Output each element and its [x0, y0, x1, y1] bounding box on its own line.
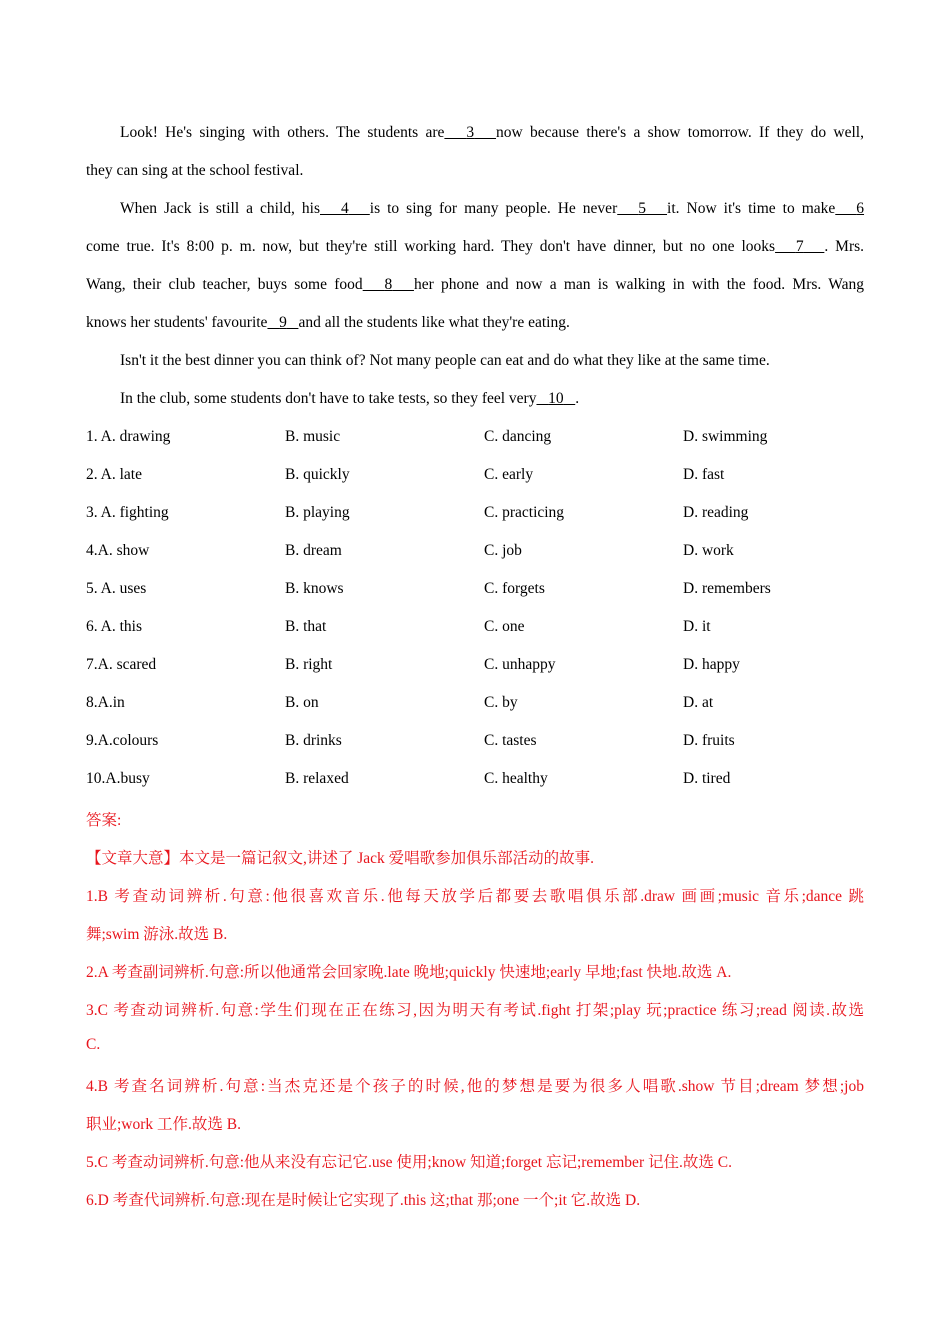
passage-line	[120, 124, 864, 142]
option-row	[86, 770, 864, 790]
option-c: C. one	[484, 618, 525, 635]
option-row	[86, 618, 864, 638]
option-c: C. tastes	[484, 732, 537, 749]
passage-text: now because there's a show tomorrow. If they do well,	[496, 124, 864, 141]
blank-7: 7	[795, 238, 804, 255]
option-a: 8.A.in	[86, 694, 125, 711]
option-c: C. unhappy	[484, 656, 556, 673]
passage-text: they can sing at the school festival.	[86, 162, 304, 179]
option-b: B. dream	[285, 542, 342, 559]
option-d: D. remembers	[683, 580, 771, 597]
option-c: C. by	[484, 694, 518, 711]
option-row	[86, 542, 864, 562]
blank-3: 3	[466, 124, 475, 141]
option-row	[86, 656, 864, 676]
passage-line	[86, 276, 864, 294]
option-b: B. on	[285, 694, 319, 711]
passage-text: Look! He's singing with others. The students are	[120, 124, 445, 141]
answer-explanation: C.	[86, 1036, 101, 1053]
answer-explanation: 4.B 考查名词辨析.句意:当杰克还是个孩子的时候,他的梦想是要为很多人唱歌.show 节目;dream 梦想;job	[86, 1078, 864, 1095]
answer-explanation: 6.D 考查代词辨析.句意:现在是时候让它实现了.this 这;that 那;one 一个;it 它.故选 D.	[86, 1192, 641, 1209]
option-a: 4.A. show	[86, 542, 150, 559]
answer-heading: 答案:	[86, 812, 122, 829]
option-c: C. job	[484, 542, 522, 559]
option-d: D. it	[683, 618, 711, 635]
passage-line	[120, 200, 864, 218]
option-c: C. dancing	[484, 428, 552, 445]
option-c: C. healthy	[484, 770, 548, 787]
blank-8: 8	[384, 276, 393, 293]
passage-line	[86, 314, 570, 332]
passage-line	[120, 390, 579, 408]
option-a: 6. A. this	[86, 618, 142, 635]
option-d: D. fast	[683, 466, 725, 483]
passage-text: and all the students like what they're eating.	[298, 314, 570, 331]
option-b: B. relaxed	[285, 770, 349, 787]
passage-line	[120, 352, 770, 370]
option-b: B. quickly	[285, 466, 350, 483]
option-row	[86, 466, 864, 486]
option-b: B. playing	[285, 504, 350, 521]
answer-explanation: 1.B 考查动词辨析.句意:他很喜欢音乐.他每天放学后都要去歌唱俱乐部.draw 画画;music 音乐;dance 跳	[86, 888, 864, 905]
passage-text: Isn't it the best dinner you can think of? Not many people can eat and do what they like at the same time.	[120, 352, 770, 369]
option-d: D. tired	[683, 770, 731, 787]
blank-5: 5	[638, 200, 646, 217]
option-a: 7.A. scared	[86, 656, 157, 673]
answer-summary: 【文章大意】本文是一篇记叙文,讲述了 Jack 爱唱歌参加俱乐部活动的故事.	[86, 850, 595, 867]
option-b: B. music	[285, 428, 341, 445]
option-a: 5. A. uses	[86, 580, 147, 597]
option-b: B. drinks	[285, 732, 342, 749]
answer-explanation: 职业;work 工作.故选 B.	[86, 1116, 242, 1133]
answer-explanation: 舞;swim 游泳.故选 B.	[86, 926, 228, 943]
option-d: D. fruits	[683, 732, 735, 749]
option-row	[86, 732, 864, 752]
answer-explanation: 3.C 考查动词辨析.句意:学生们现在正在练习,因为明天有考试.fight 打架;play 玩;practice 练习;read 阅读.故选	[86, 1002, 864, 1019]
blank-10: 10	[548, 390, 564, 407]
passage-text: . Mrs.	[824, 238, 865, 255]
passage-line	[86, 238, 864, 256]
option-a: 3. A. fighting	[86, 504, 169, 521]
passage-line	[86, 162, 303, 180]
option-b: B. right	[285, 656, 333, 673]
passage-text: Wang, their club teacher, buys some food	[86, 276, 363, 293]
option-d: D. happy	[683, 656, 740, 673]
passage-text: In the club, some students don't have to take tests, so they feel very	[120, 390, 537, 407]
option-row	[86, 428, 864, 448]
passage-text: come true. It's 8:00 p. m. now, but they're still working hard. They don't have dinner, but no one looks	[86, 238, 776, 255]
passage-text: .	[575, 390, 580, 407]
option-d: D. reading	[683, 504, 749, 521]
answer-explanation: 2.A 考查副词辨析.句意:所以他通常会回家晚.late 晚地;quickly 快速地;early 早地;fast 快地.故选 A.	[86, 964, 732, 981]
passage-text: knows her students' favourite	[86, 314, 268, 331]
answer-explanation: 5.C 考查动词辨析.句意:他从来没有忘记它.use 使用;know 知道;forget 忘记;remember 记住.故选 C.	[86, 1154, 732, 1171]
option-a: 9.A.colours	[86, 732, 159, 749]
option-c: C. practicing	[484, 504, 565, 521]
option-d: D. work	[683, 542, 734, 559]
blank-9: 9	[279, 314, 287, 331]
option-d: D. at	[683, 694, 714, 711]
passage-text: When Jack is still a child, his	[120, 200, 320, 217]
blank-4: 4	[341, 200, 349, 217]
passage-text: is to sing for many people. He never	[369, 200, 618, 217]
option-row	[86, 580, 864, 600]
option-c: C. forgets	[484, 580, 545, 597]
blank-6: 6	[856, 200, 865, 217]
option-c: C. early	[484, 466, 534, 483]
option-row	[86, 504, 864, 524]
option-b: B. that	[285, 618, 327, 635]
passage-text: it. Now it's time to make	[667, 200, 836, 217]
option-a: 10.A.busy	[86, 770, 150, 787]
option-a: 1. A. drawing	[86, 428, 171, 445]
option-b: B. knows	[285, 580, 344, 597]
option-row	[86, 694, 864, 714]
option-d: D. swimming	[683, 428, 768, 445]
passage-text: her phone and now a man is walking in with the food. Mrs. Wang	[413, 276, 865, 293]
option-a: 2. A. late	[86, 466, 142, 483]
